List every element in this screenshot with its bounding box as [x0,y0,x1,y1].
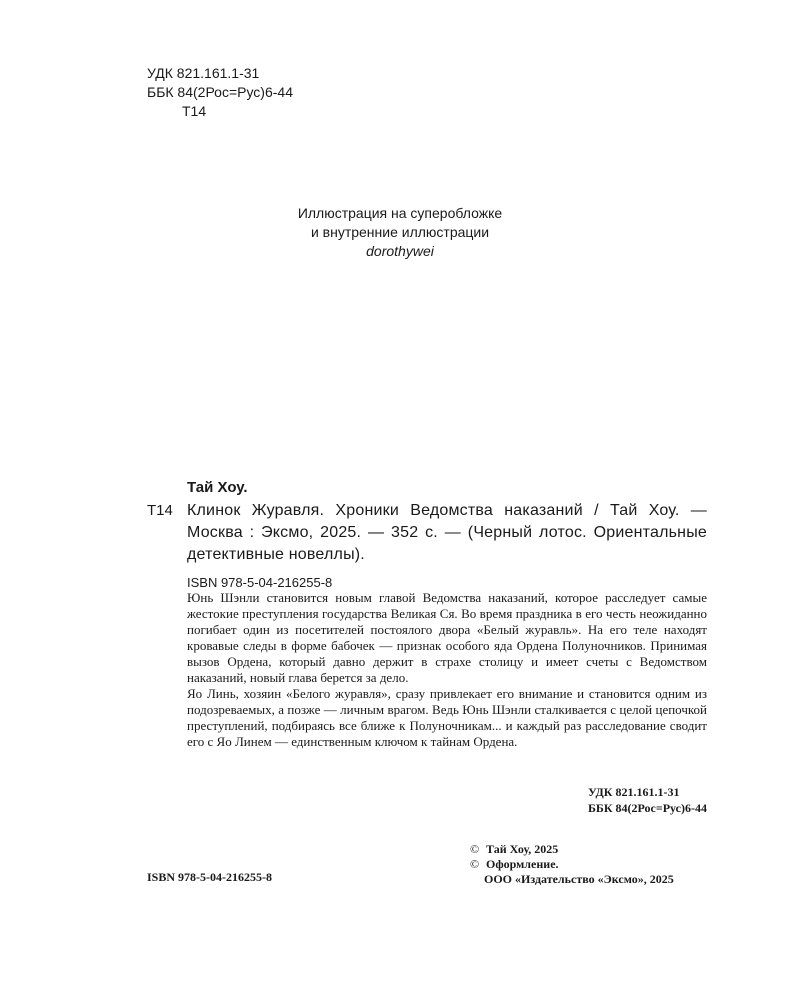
copyright-block [470,842,674,887]
copyright-symbol: © [470,857,480,871]
copyright-symbol: © [470,842,480,856]
udk-code-right: УДК 821.161.1-31 [587,785,680,799]
annotation-paragraph-1: Юнь Шэнли становится новым главой Ведомства наказаний, которое расследует самые жестокие преступления государства Великая Ся. Во время праздника в его честь неожиданно погибает один из посетителей постоялого двора «Белый журавль». На его теле находят кровавые следы в форме бабочек — признак особого яда Ордена Полуночников. Принимая вызов Ордена, который давно держит в страхе столицу и имеет счеты с Ведомством наказаний, новый глава берется за дело. [187,590,707,685]
classification-codes-right [588,784,707,816]
bibliographic-record [147,478,707,592]
classification-block [147,64,293,121]
copyright-author: Тай Хоу, 2025 [486,842,559,856]
annotation [187,590,707,750]
record-description: Клинок Журавля. Хроники Ведомства наказаний / Тай Хоу. — Москва : Эксмо, 2025. — 352 с. — (Черный лотос. Ориентальные детективные новеллы). [187,502,707,563]
record-isbn: ISBN 978-5-04-216255-8 [187,575,333,590]
illustration-line-1: Иллюстрация на суперобложке [297,205,503,221]
copyright-line-1 [470,842,674,857]
illustration-credit [0,204,800,261]
bbk-code-right: ББК 84(2Рос=Рус)6-44 [587,801,707,815]
illustrator-name: dorothywei [366,243,434,259]
annotation-paragraph-2: Яо Линь, хозяин «Белого журавля», сразу привлекает его внимание и становится одним из подозреваемых, а позже — личным врагом. Ведь Юнь Шэнли сталкивается с целой цепочкой преступлений, подбираясь все ближе к Полуночникам... и каждый раз расследование сводит его с Яо Линем — единственным ключом к тайнам Ордена. [187,686,707,749]
udk-code: УДК 821.161.1-31 [147,65,260,81]
record-author: Тай Хоу. [187,479,248,496]
illustration-line-2: и внутренние иллюстрации [310,224,490,240]
isbn-bottom: ISBN 978-5-04-216255-8 [147,870,272,884]
record-code: Т14 [147,502,173,519]
copyright-publisher: ООО «Издательство «Эксмо», 2025 [484,872,674,886]
copyright-design: Оформление. [486,857,559,871]
bbk-code: ББК 84(2Рос=Рус)6-44 [147,84,293,100]
copyright-line-2 [470,857,674,872]
author-mark: Т14 [182,103,207,119]
record-row [147,500,707,566]
